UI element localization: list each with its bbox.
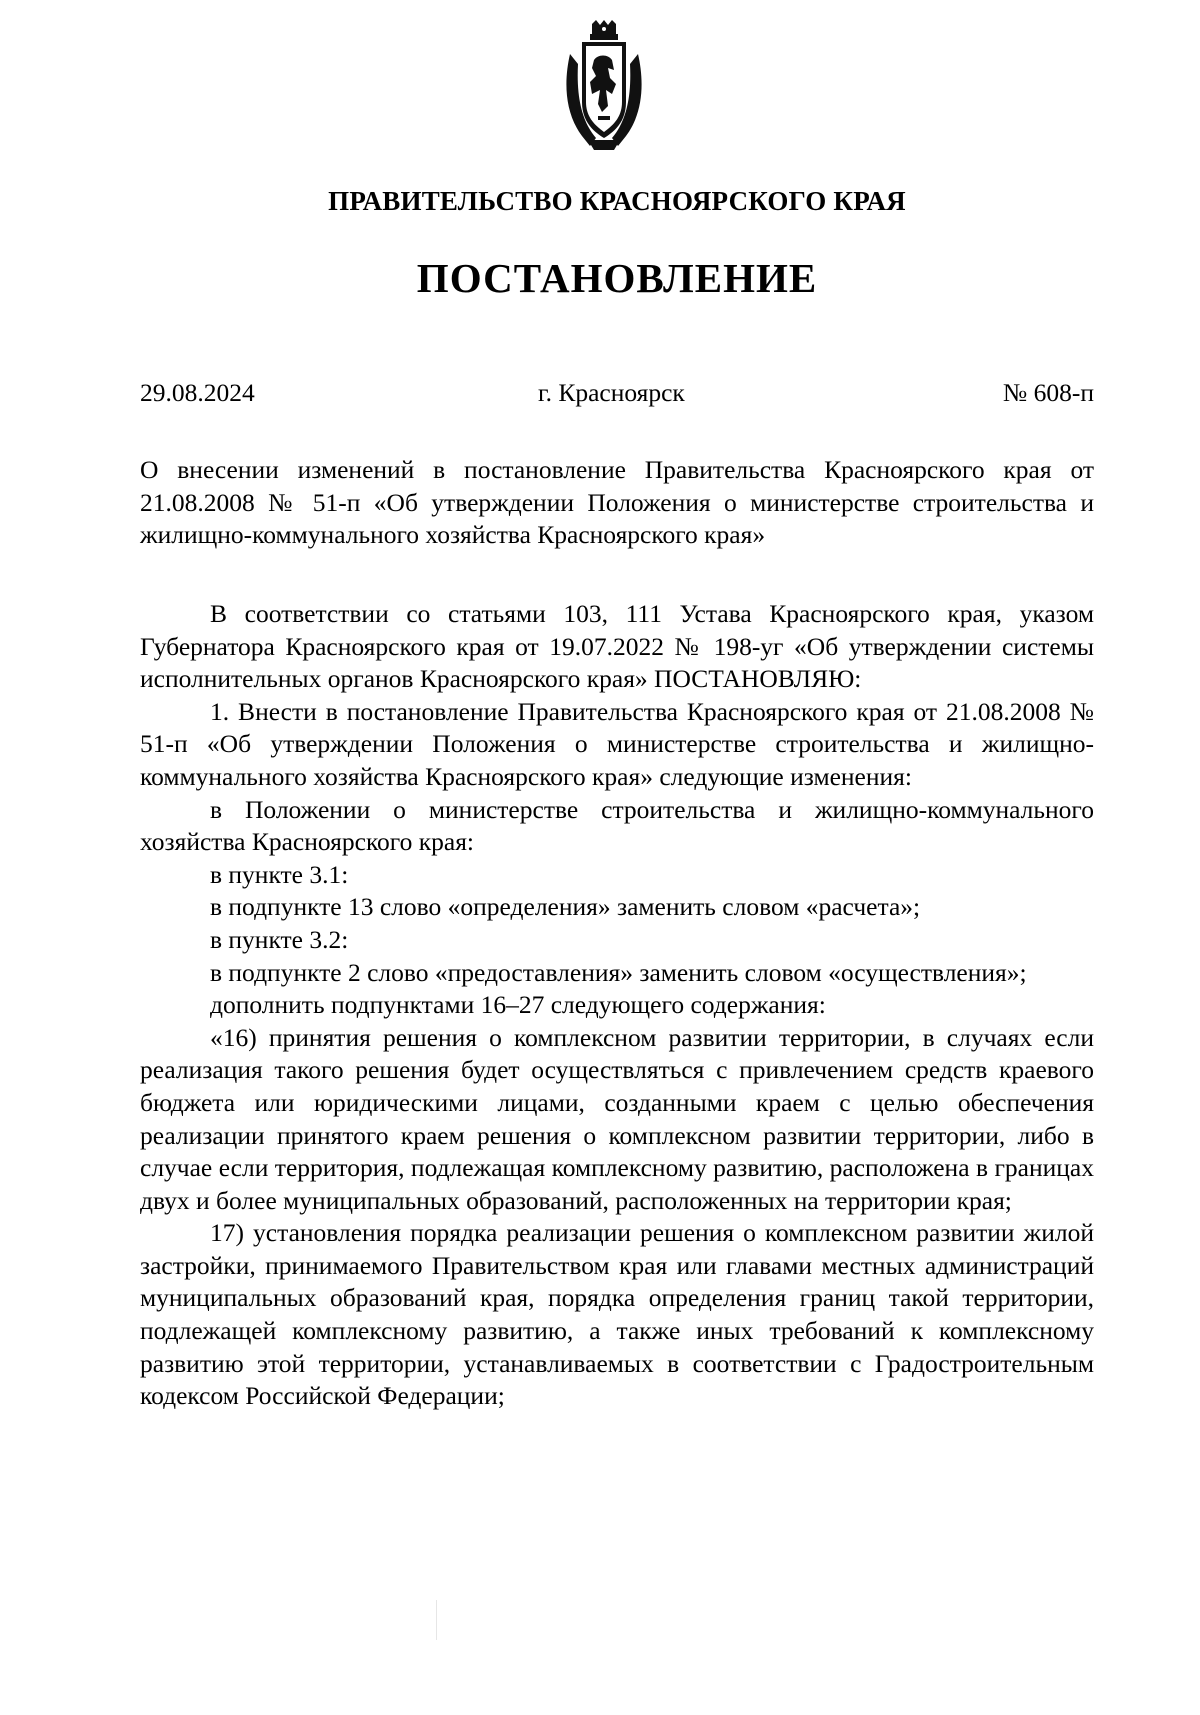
document-meta-row bbox=[140, 378, 1094, 412]
scan-artifact bbox=[436, 1600, 437, 1640]
document-city: г. Красноярск bbox=[538, 378, 685, 407]
point-3-1-paragraph: в пункте 3.1: bbox=[210, 859, 349, 889]
subpoint-17-paragraph: 17) установления порядка реализации решения о комплексном развитии жилой застройки, принимаемого Правительством края или главами местных администраций муниципальных образований края, порядка определения границ такой территории, подлежащей комплексному развитию, а также иных требований к комплексному развитию этой территории, устанавливаемых в соответствии с Градостроительным кодексом Российской Федерации; bbox=[140, 1218, 1094, 1411]
subpoint-2-paragraph: в подпункте 2 слово «предоставления» заменить словом «осуществления»; bbox=[210, 957, 1027, 987]
regulation-paragraph: в Положении о министерстве строительства и жилищно-коммунального хозяйства Красноярского края: bbox=[140, 794, 1094, 857]
subpoint-16-paragraph: «16) принятия решения о комплексном развитии территории, в случаях если реализация такого решения будет осуществляться с привлечением средств краевого бюджета или юридическими лицами, созданными краем с целью обеспечения реализации принятого краем решения о комплексном развитии территории, либо в случае если территория, подлежащая комплексному развитию, расположена в границах двух и более муниципальных образований, расположенных на территории края; bbox=[140, 1022, 1094, 1215]
preamble-paragraph: В соответствии со статьями 103, 111 Устава Красноярского края, указом Губернатора Красноярского края от 19.07.2022 № 198-уг «Об утверждении системы исполнительных органов Красноярского края» ПОСТАНОВЛЯЮ: bbox=[140, 599, 1094, 694]
organization-title: ПРАВИТЕЛЬСТВО КРАСНОЯРСКОГО КРАЯ bbox=[328, 186, 906, 216]
document-type-title: ПОСТАНОВЛЕНИЕ bbox=[416, 255, 818, 301]
item-1-paragraph: 1. Внести в постановление Правительства Красноярского края от 21.08.2008 № 51-п «Об утверждении Положения о министерстве строительства и жилищно-коммунального хозяйства Красноярского края» следующие изменения: bbox=[140, 696, 1094, 791]
subpoint-13-paragraph: в подпункте 13 слово «определения» заменить словом «расчета»; bbox=[210, 892, 921, 922]
subject-paragraph: О внесении изменений в постановление Правительства Красноярского края от 21.08.2008 № 51-п «Об утверждении Положения о министерстве строительства и жилищно-коммунального хозяйства Красноярского края» bbox=[140, 455, 1094, 550]
document-subject bbox=[140, 454, 1094, 552]
krasnoyarsk-coat-of-arms-icon bbox=[562, 20, 646, 152]
document-number: № 608-п bbox=[1002, 378, 1094, 407]
document-date: 29.08.2024 bbox=[140, 378, 255, 407]
add-subpoints-paragraph: дополнить подпунктами 16–27 следующего содержания: bbox=[210, 990, 826, 1020]
document-body bbox=[140, 598, 1094, 1413]
point-3-2-paragraph: в пункте 3.2: bbox=[210, 924, 349, 954]
